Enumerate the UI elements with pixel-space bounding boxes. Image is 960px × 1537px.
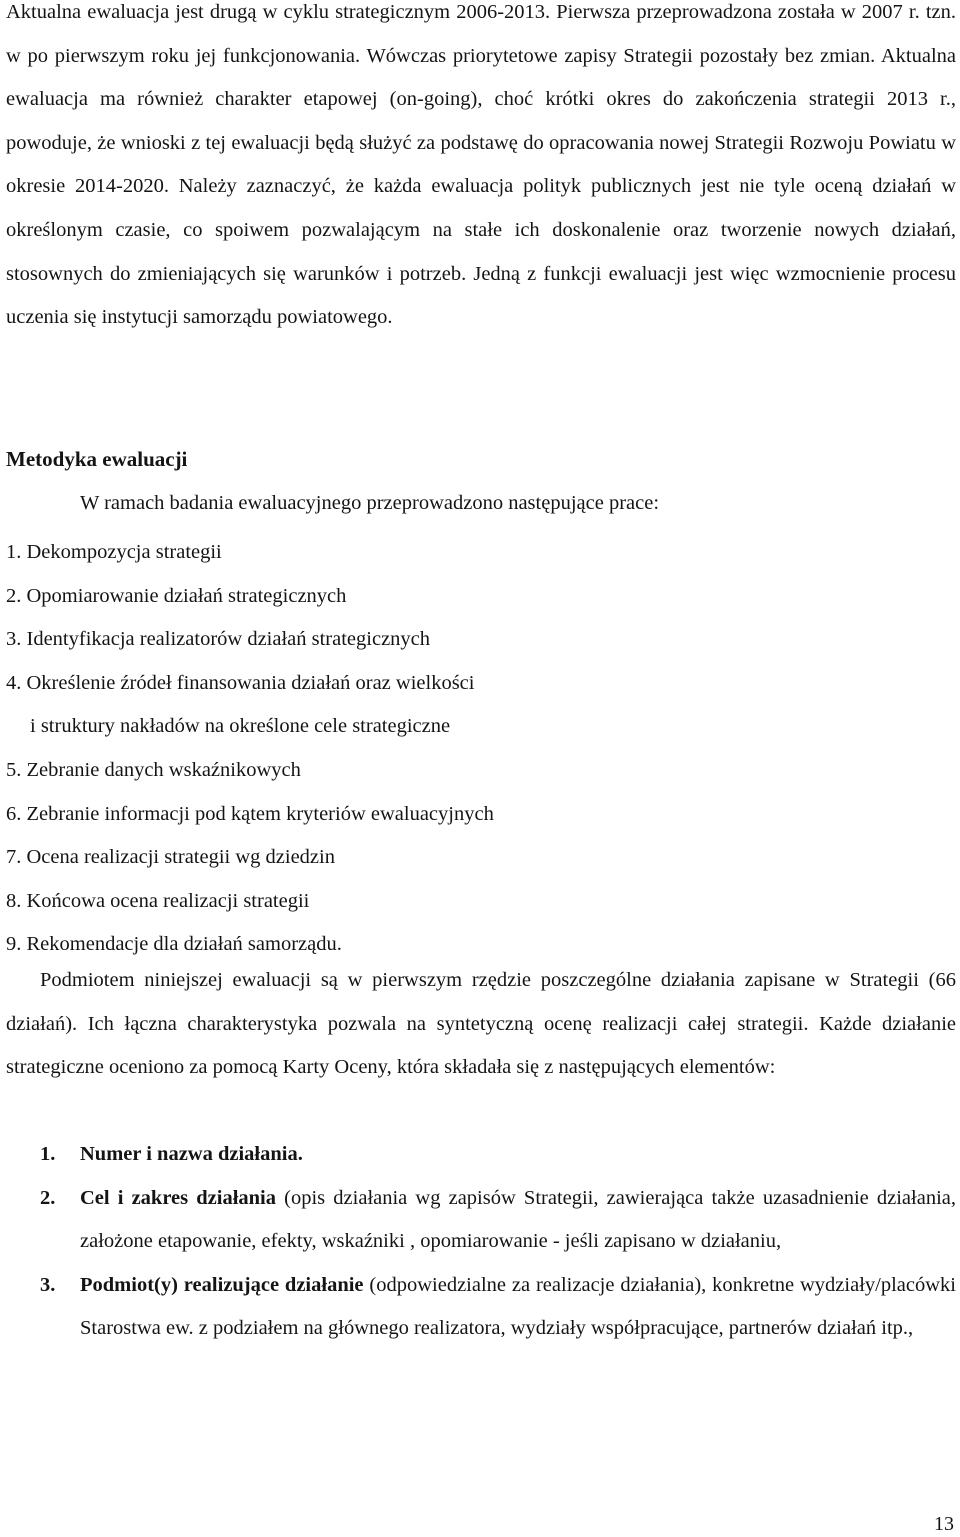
list-item-text: 4. Określenie źródeł finansowania działań oraz wielkości (6, 671, 475, 694)
list-item (40, 1133, 956, 1177)
list-item (40, 1264, 956, 1351)
page-number: 13 (934, 1513, 954, 1535)
list-item-number: 2. (40, 1186, 56, 1209)
intro-paragraph: Aktualna ewaluacja jest drugą w cyklu strategicznym 2006-2013. Pierwsza przeprowadzona została w 2007 r. tzn. w po pierwszym roku jej funkcjonowania. Wówczas priorytetowe zapisy Strategii pozostały bez zmian. Aktualna ewaluacja ma również charakter etapowej (on-going), choć krótki okres do zakończenia strategii 2013 r., powoduje, że wnioski z tej ewaluacji będą służyć za podstawę do opracowania nowej Strategii Rozwoju Powiatu w okresie 2014-2020. Należy zaznaczyć, że każda ewaluacja polityk publicznych jest nie tyle oceną działań w określonym czasie, co spoiwem pozwalającym na stałe ich doskonalenie oraz tworzenie nowych działań, stosownych do zmieniających się warunków i potrzeb. Jedną z funkcji ewaluacji jest więc wzmocnienie procesu uczenia się instytucji samorządu powiatowego. (6, 1, 956, 329)
list-item: 6. Zebranie informacji pod kątem kryteriów ewaluacyjnych (6, 802, 494, 825)
list-item-title: Podmiot(y) realizujące działanie (80, 1273, 364, 1296)
list-item-title: Numer i nazwa działania. (80, 1143, 303, 1165)
section-heading: Metodyka ewaluacji (6, 447, 188, 471)
list-item (6, 662, 494, 749)
list-item: 2. Opomiarowanie działań strategicznych (6, 584, 347, 607)
list-item: 3. Identyfikacja realizatorów działań strategicznych (6, 628, 431, 651)
list-item: 7. Ocena realizacji strategii wg dziedzin (6, 846, 335, 869)
list-item-number: 3. (40, 1273, 56, 1296)
list-item: 8. Końcowa ocena realizacji strategii (6, 889, 310, 912)
card-elements-list (40, 1133, 956, 1351)
subject-paragraph: Podmiotem niniejszej ewaluacji są w pierwszym rzędzie poszczególne działania zapisane w Strategii (66 działań). Ich łączna charakterystyka pozwala na syntetyczną ocenę realizacji całej strategii. Każde działanie strategiczne oceniono za pomocą Karty Oceny, która składała się z następujących elementów: (6, 969, 956, 1079)
list-item-title: Cel i zakres działania (80, 1186, 277, 1209)
list-item-description: (opis działania wg zapisów Strategii, zawierająca także uzasadnienie działania, założone etapowanie, efekty, wskaźniki , opomiarowanie - jeśli zapisano w działaniu, (80, 1186, 956, 1253)
methodology-steps (6, 531, 494, 967)
list-item: 1. Dekompozycja strategii (6, 541, 222, 563)
list-item: 5. Zebranie danych wskaźnikowych (6, 758, 301, 781)
list-item (40, 1177, 956, 1264)
list-item-continuation: i struktury nakładów na określone cele strategiczne (30, 715, 451, 738)
list-item-number: 1. (40, 1143, 56, 1165)
methodology-intro: W ramach badania ewaluacyjnego przeprowadzono następujące prace: (80, 492, 660, 514)
list-item: 9. Rekomendacje dla działań samorządu. (6, 933, 342, 956)
list-item-description: (odpowiedzialne za realizacje działania), konkretne wydziały/placówki Starostwa ew. z podziałem na głównego realizatora, wydziały współpracujące, partnerów działań itp., (80, 1273, 956, 1340)
